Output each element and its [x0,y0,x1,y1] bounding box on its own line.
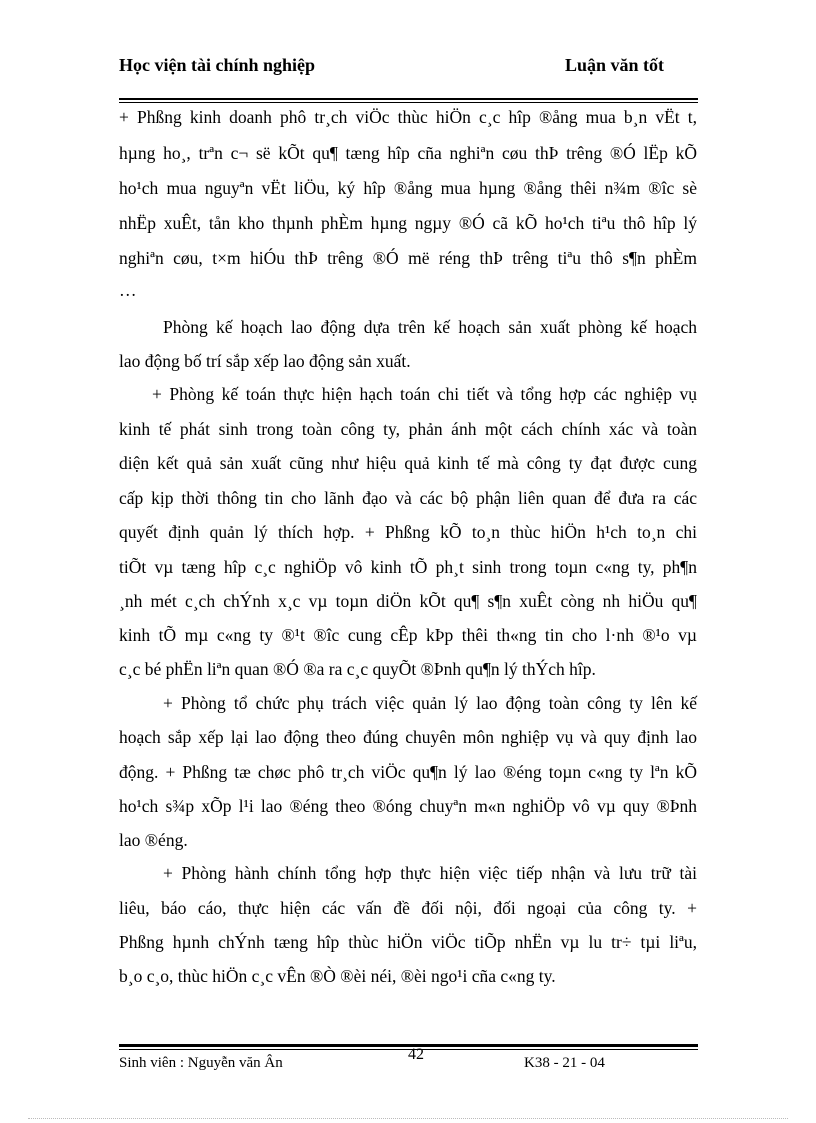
text-line: … [119,280,137,300]
text-line: c¸c bé phËn liªn quan ®Ó ®a ra c¸c quyÕt ®Þnh qu¶n lý thÝch hîp. [119,659,596,679]
text-line: kinh tế phát sinh trong toàn công ty, phản ánh một cách chính xác và toàn [119,419,697,439]
header-rule-thin [119,102,698,103]
text-line: ho¹ch mua nguyªn vËt liÖu, ký hîp ®ång mua hµng ®ång thêi n¾m ®îc sè [119,178,697,198]
footer-class-code: K38 - 21 - 04 [524,1055,605,1071]
page-edge-divider [28,1118,788,1119]
text-line: Phòng kế hoạch lao động dựa trên kế hoạch sản xuất phòng kế hoạch [163,317,697,337]
text-line: kinh tÕ mµ c«ng ty ®¹t ®îc cung cÊp kÞp thêi th«ng tin cho l·nh ®¹o vµ [119,625,697,645]
footer-student-name: Sinh viên : Nguyễn văn Ân [119,1055,283,1071]
text-line: hµng ho¸, trªn c¬ së kÕt qu¶ tæng hîp cña nghiªn cøu thÞ trêng ®Ó lËp kÕ [119,143,697,163]
text-line: động. + Phßng tæ chøc phô tr¸ch viÖc qu¶n lý lao ®éng toµn c«ng ty lªn kÕ [119,762,697,782]
text-line: quyết định quản lý thích hợp. + Phßng kÕ to¸n thùc hiÖn h¹ch to¸n chi [119,522,697,542]
text-line: tiÕt vµ tæng hîp c¸c nghiÖp vô kinh tÕ ph¸t sinh trong toµn c«ng ty, ph¶n [119,557,697,577]
text-line: + Phßng kinh doanh phô tr¸ch viÖc thùc hiÖn c¸c hîp ®ång mua b¸n vËt t, [119,107,697,127]
text-line: + Phòng tổ chức phụ trách việc quản lý lao động toàn công ty lên kế [163,693,697,713]
text-line: + Phòng hành chính tổng hợp thực hiện việc tiếp nhận và lưu trữ tài [163,863,697,883]
text-line: Phßng hµnh chÝnh tæng hîp thùc hiÖn viÖc tiÕp nhËn vµ lu tr÷ tµi liªu, [119,932,697,952]
header-left-title: Học viện tài chính nghiệp [119,55,316,75]
text-line: + Phòng kế toán thực hiện hạch toán chi tiết và tổng hợp các nghiệp vụ [152,384,697,404]
text-line: diện kết quả sản xuất cũng như hiệu quả kinh tế mà công ty đạt được cung [119,453,697,473]
text-line: ho¹ch s¾p xÕp l¹i lao ®éng theo ®óng chuyªn m«n nghiÖp vô vµ quy ®Þnh [119,796,697,816]
header-right-title: Luận văn tốt [565,55,665,75]
footer-page-number: 42 [408,1046,424,1063]
text-line: b¸o c¸o, thùc hiÖn c¸c vÊn ®Ò ®èi néi, ®èi ngo¹i cña c«ng ty. [119,966,556,986]
text-line: lao động bố trí sắp xếp lao động sản xuất. [119,351,411,371]
text-line: lao ®éng. [119,830,188,850]
text-line: hoạch sắp xếp lại lao động theo đúng chuyên môn nghiệp vụ và quy định lao [119,727,697,747]
text-line: cấp kịp thời thông tin cho lãnh đạo và các bộ phận liên quan để đưa ra các [119,488,697,508]
text-line: liêu, báo cáo, thực hiện các vấn đề đối nội, đối ngoại của công ty. + [119,898,697,918]
header-rule-thick [119,98,698,100]
text-line: nghiªn cøu, t×m hiÓu thÞ trêng ®Ó më réng thÞ trêng tiªu thô s¶n phÈm [119,248,697,268]
text-line: nhËp xuÊt, tån kho thµnh phÈm hµng ngµy ®Ó cã kÕ ho¹ch tiªu thô hîp lý [119,213,697,233]
text-line: ¸nh mét c¸ch chÝnh x¸c vµ toµn diÖn kÕt qu¶ s¶n xuÊt còng nh hiÖu qu¶ [119,591,697,611]
